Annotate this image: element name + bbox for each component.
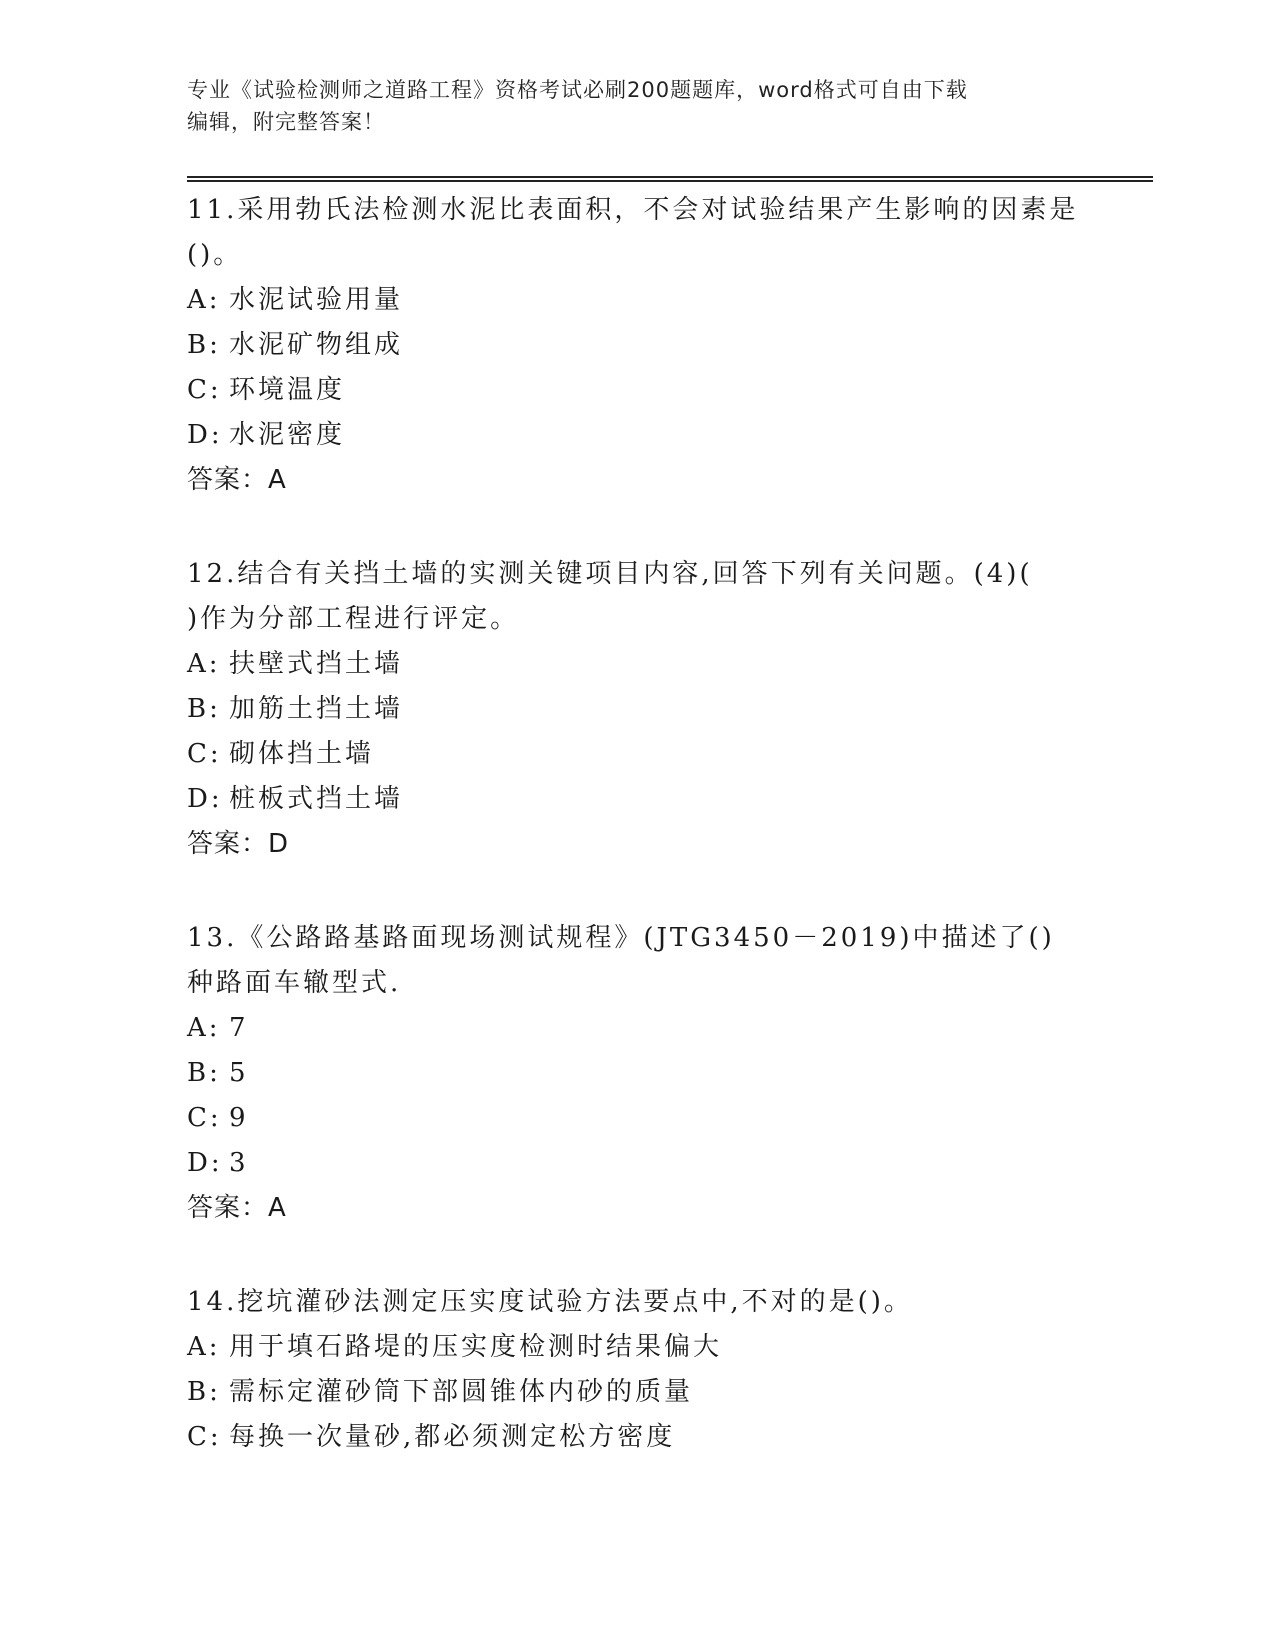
question-13 <box>187 916 1087 1231</box>
option-letter: A: <box>187 285 221 315</box>
option-letter: C: <box>187 1103 222 1133</box>
option-text: 水泥矿物组成 <box>229 330 404 360</box>
question-stem: 12.结合有关挡土墙的实测关键项目内容,回答下列有关问题。(4)( <box>187 559 1033 589</box>
option-text: 5 <box>229 1058 249 1088</box>
option-text: 水泥密度 <box>229 420 346 450</box>
option-c <box>187 1096 1087 1141</box>
option-text: 水泥试验用量 <box>229 285 404 315</box>
option-c <box>187 732 1087 777</box>
question-stem: 种路面车辙型式. <box>187 968 402 998</box>
question-stem: ()。 <box>187 240 243 270</box>
option-text: 扶壁式挡土墙 <box>229 649 404 679</box>
option-text: 加筋土挡土墙 <box>229 694 404 724</box>
option-letter: A: <box>187 1013 221 1043</box>
option-text: 桩板式挡土墙 <box>229 784 404 814</box>
option-b <box>187 323 1087 368</box>
option-letter: C: <box>187 375 222 405</box>
option-text: 用于填石路堤的压实度检测时结果偏大 <box>229 1332 723 1362</box>
option-letter: B: <box>187 330 221 360</box>
option-text: 7 <box>229 1013 249 1043</box>
question-stem: 11.采用勃氏法检测水泥比表面积，不会对试验结果产生影响的因素是 <box>187 195 1079 225</box>
question-11 <box>187 188 1087 503</box>
answer-line: 答案：A <box>187 465 287 495</box>
option-text: 环境温度 <box>229 375 346 405</box>
rule-line-bottom <box>187 180 1153 182</box>
option-b <box>187 687 1087 732</box>
option-b <box>187 1370 1087 1415</box>
option-letter: B: <box>187 1058 221 1088</box>
option-letter: D: <box>187 784 223 814</box>
option-letter: B: <box>187 1377 221 1407</box>
header-line-1: 专业《试验检测师之道路工程》资格考试必刷200题题库，word格式可自由下载 <box>187 78 968 102</box>
option-a <box>187 1006 1087 1051</box>
question-stem: )作为分部工程进行评定。 <box>187 604 520 634</box>
option-b <box>187 1051 1087 1096</box>
header-line-2: 编辑，附完整答案！ <box>187 110 385 134</box>
answer-line: 答案：A <box>187 1193 287 1223</box>
option-letter: A: <box>187 1332 221 1362</box>
option-d <box>187 413 1087 458</box>
option-letter: C: <box>187 739 222 769</box>
question-stem: 13.《公路路基路面现场测试规程》(JTG3450－2019)中描述了() <box>187 923 1055 953</box>
option-letter: D: <box>187 420 223 450</box>
question-12 <box>187 552 1087 867</box>
option-a <box>187 278 1087 323</box>
option-d <box>187 1141 1087 1186</box>
option-a <box>187 642 1087 687</box>
option-c <box>187 1415 1087 1460</box>
question-stem: 14.挖坑灌砂法测定压实度试验方法要点中,不对的是()。 <box>187 1287 913 1317</box>
option-text: 砌体挡土墙 <box>229 739 375 769</box>
option-text: 每换一次量砂,都必须测定松方密度 <box>229 1422 676 1452</box>
option-a <box>187 1325 1087 1370</box>
option-letter: C: <box>187 1422 222 1452</box>
option-text: 9 <box>229 1103 249 1133</box>
option-d <box>187 777 1087 822</box>
header-double-rule <box>187 176 1153 182</box>
option-letter: B: <box>187 694 221 724</box>
option-letter: A: <box>187 649 221 679</box>
option-c <box>187 368 1087 413</box>
option-text: 3 <box>229 1148 249 1178</box>
option-text: 需标定灌砂筒下部圆锥体内砂的质量 <box>229 1377 694 1407</box>
document-header <box>187 74 1067 138</box>
answer-line: 答案：D <box>187 829 290 859</box>
rule-line-top <box>187 176 1153 178</box>
option-letter: D: <box>187 1148 223 1178</box>
question-14 <box>187 1280 1087 1460</box>
